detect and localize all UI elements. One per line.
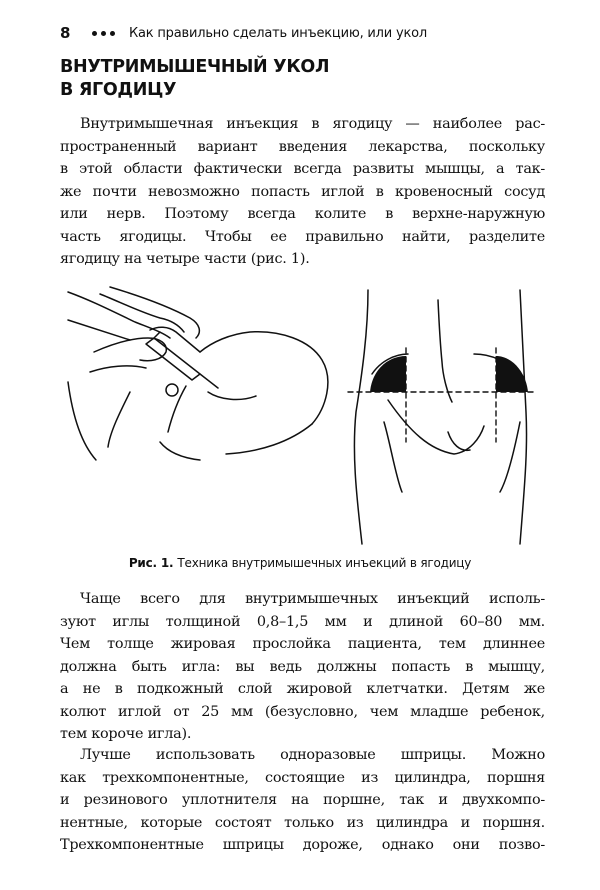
text-line: а не в подкожный слой жировой клетчатки. Детям же (60, 681, 545, 697)
text-line: тем короче игла). (60, 726, 192, 742)
text-line: зуют иглы толщиной 0,8–1,5 мм и длиной 60–80 мм. (60, 613, 545, 630)
text-line: колют иглой от 25 мм (безусловно, чем младше ребенок, (60, 703, 545, 720)
injection-illustration (50, 282, 550, 550)
running-head (60, 20, 550, 46)
text-line: Чем толще жировая прослойка пациента, тем длиннее (60, 636, 545, 652)
text-line: или нерв. Поэтому всегда колите в верхне-наружную (60, 206, 545, 222)
paragraph-syringes (60, 744, 545, 857)
hand-syringe-drawing (68, 287, 328, 460)
text-line: должна быть игла: вы ведь должны попасть в мышцу, (60, 658, 545, 675)
injection-zone-left (370, 356, 406, 392)
caption-label: Рис. 1. (128, 556, 174, 570)
section-title (60, 56, 540, 102)
text-line: нентные, которые состоят только из цилиндра и поршня. (60, 814, 545, 831)
text-line: Лучше использовать одноразовые шприцы. Можно (80, 747, 545, 763)
text-line: Трехкомпонентные шприцы дороже, однако они позво- (60, 837, 545, 853)
text-line: пространенный вариант введения лекарства, поскольку (60, 138, 545, 155)
section-title-line: ВНУТРИМЫШЕЧНЫЙ УКОЛ (60, 57, 330, 77)
figure-injection (50, 282, 550, 550)
text-line: же почти невозможно попасть иглой в кровеносный сосуд (60, 183, 545, 200)
page-number: 8 (60, 24, 71, 42)
figure-caption (0, 556, 600, 570)
section-title-line: В ЯГОДИЦУ (60, 80, 177, 100)
text-line: в этой области фактически всегда развиты мышцы, а так- (60, 161, 545, 177)
text-line: Чаще всего для внутримышечных инъекций исполь- (80, 591, 545, 607)
caption-text: Техника внутримышечных инъекций в ягодицу (177, 556, 472, 570)
text-line: как трехкомпонентные, состоящие из цилиндра, поршня (60, 769, 545, 786)
text-line: часть ягодицы. Чтобы ее правильно найти, разделите (60, 228, 545, 245)
text-line: ягодицу на четыре части (рис. 1). (60, 251, 310, 267)
running-title: Как правильно сделать инъекцию, или укол (129, 25, 427, 41)
paragraph-needles (60, 588, 545, 746)
buttocks-quadrant-drawing (354, 290, 526, 544)
intro-paragraph (60, 113, 545, 271)
header-bullets (92, 31, 115, 36)
text-line: Внутримышечная инъекция в ягодицу — наиболее рас- (80, 116, 545, 132)
text-line: и резинового уплотнителя на поршне, так и двухкомпо- (60, 792, 545, 808)
